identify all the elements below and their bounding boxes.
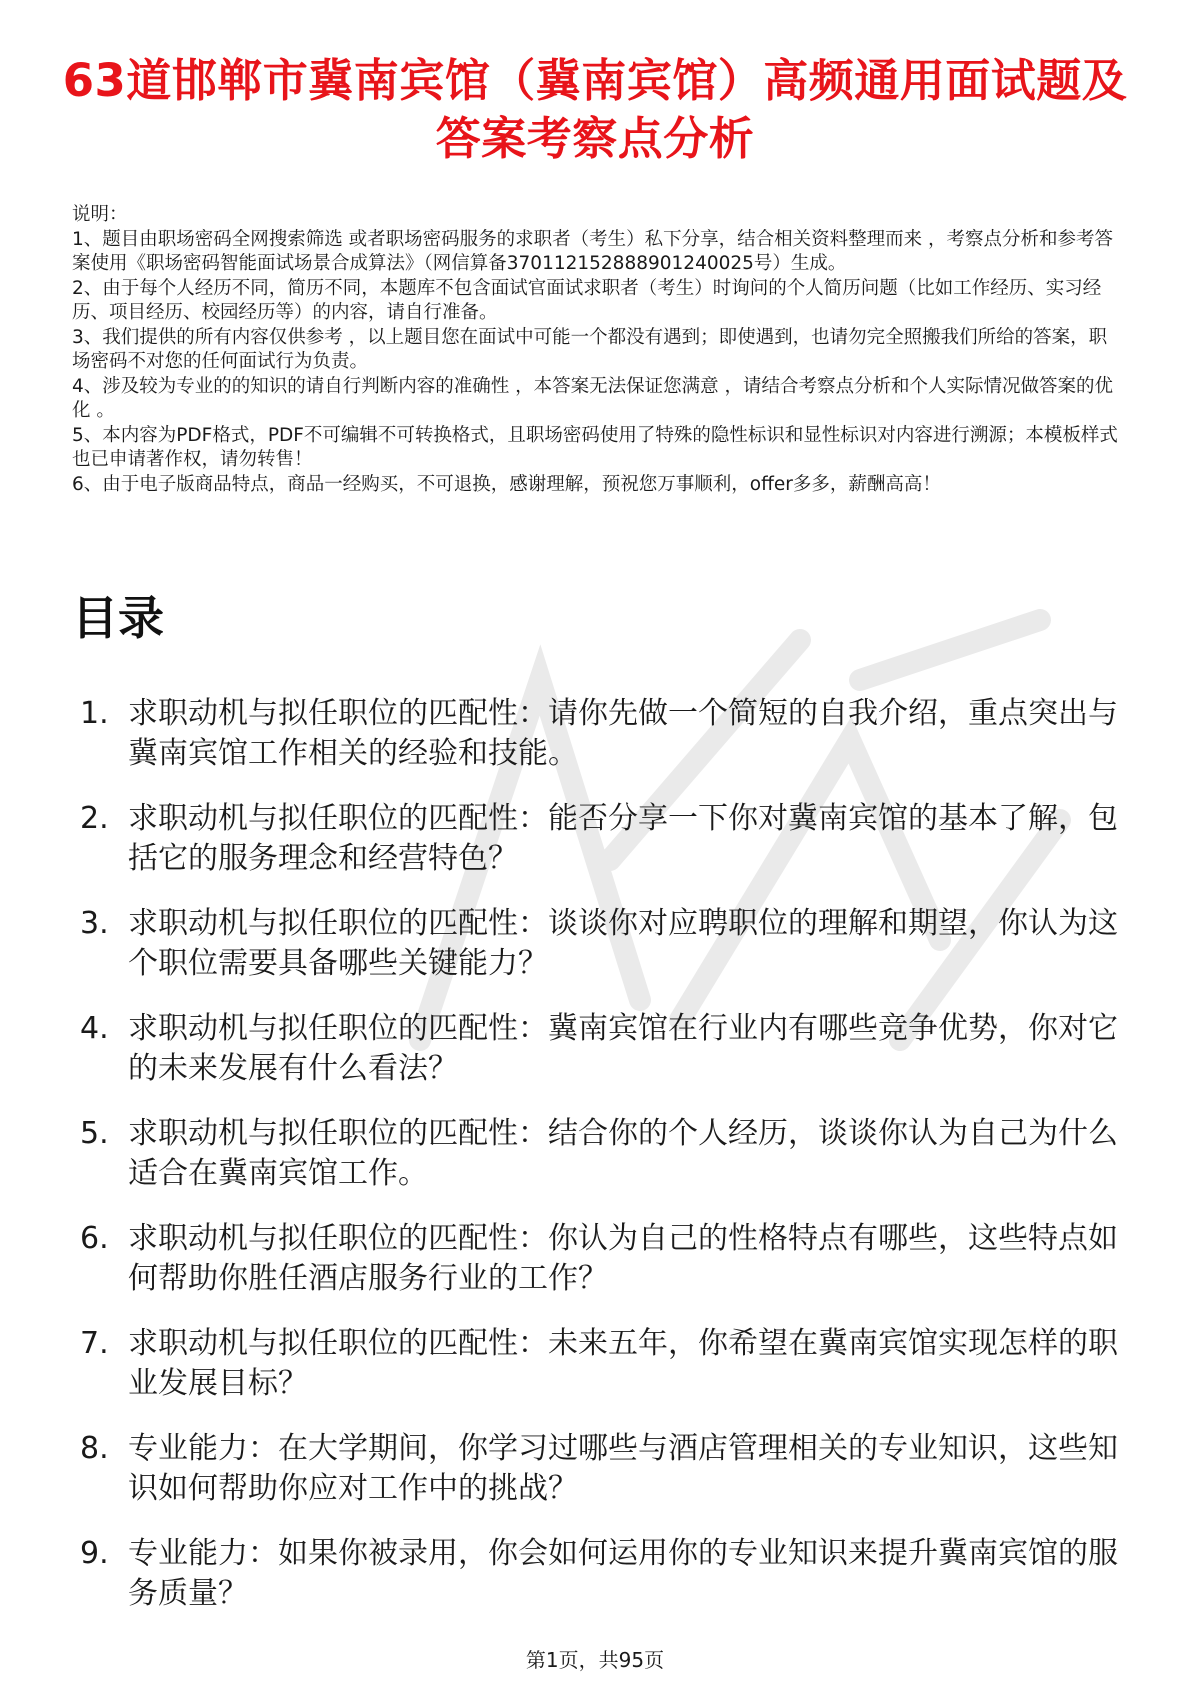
toc-list bbox=[72, 694, 1132, 1639]
note-item: 4、涉及较为专业的的知识的请自行判断内容的准确性 ，本答案无法保证您满意 ，请结合考察点分析和个人实际情况做答案的优化 。 bbox=[72, 375, 1114, 421]
notes-heading: 说明： bbox=[72, 204, 128, 225]
toc-item[interactable] bbox=[72, 1219, 1132, 1299]
toc-item-text: 求职动机与拟任职位的匹配性：你认为自己的性格特点有哪些，这些特点如何帮助你胜任酒店服务行业的工作？ bbox=[128, 1221, 1118, 1296]
toc-item[interactable] bbox=[72, 1009, 1132, 1089]
toc-item-text: 求职动机与拟任职位的匹配性：谈谈你对应聘职位的理解和期望，你认为这个职位需要具备哪些关键能力？ bbox=[128, 906, 1118, 981]
page-footer: 第1页，共95页 bbox=[525, 1648, 665, 1672]
toc-item[interactable] bbox=[72, 1429, 1132, 1509]
toc-item-number: 4. bbox=[80, 1011, 109, 1046]
toc-item[interactable] bbox=[72, 1324, 1132, 1404]
toc-item-number: 5. bbox=[80, 1116, 109, 1151]
note-item: 3、我们提供的所有内容仅供参考 ，以上题目您在面试中可能一个都没有遇到；即使遇到，也请勿完全照搬我们所给的答案，职场密码不对您的任何面试行为负责。 bbox=[72, 326, 1108, 372]
toc-item[interactable] bbox=[72, 799, 1132, 879]
toc-item-text: 专业能力：如果你被录用，你会如何运用你的专业知识来提升冀南宾馆的服务质量？ bbox=[128, 1536, 1118, 1611]
toc-item-number: 6. bbox=[80, 1221, 109, 1256]
toc-item[interactable] bbox=[72, 1534, 1132, 1614]
note-item: 6、由于电子版商品特点，商品一经购买，不可退换，感谢理解，预祝您万事顺利，offer多多，薪酬高高！ bbox=[72, 473, 941, 495]
toc-item-number: 1. bbox=[80, 696, 109, 731]
toc-item-text: 求职动机与拟任职位的匹配性：冀南宾馆在行业内有哪些竞争优势，你对它的未来发展有什么看法？ bbox=[128, 1011, 1118, 1086]
toc-item-number: 9. bbox=[80, 1536, 109, 1571]
toc-item-number: 7. bbox=[80, 1326, 109, 1361]
toc-item[interactable] bbox=[72, 904, 1132, 984]
toc-item-text: 专业能力：在大学期间，你学习过哪些与酒店管理相关的专业知识，这些知识如何帮助你应对工作中的挑战？ bbox=[128, 1431, 1118, 1506]
toc-heading: 目录 bbox=[72, 591, 164, 645]
toc-item-number: 3. bbox=[80, 906, 109, 941]
toc-item-number: 8. bbox=[80, 1431, 109, 1466]
toc-item-text: 求职动机与拟任职位的匹配性：能否分享一下你对冀南宾馆的基本了解，包括它的服务理念和经营特色？ bbox=[128, 801, 1118, 876]
toc-item-number: 2. bbox=[80, 801, 109, 836]
toc-item-text: 求职动机与拟任职位的匹配性：请你先做一个简短的自我介绍，重点突出与冀南宾馆工作相关的经验和技能。 bbox=[128, 696, 1118, 771]
document-title: 63道邯郸市冀南宾馆（冀南宾馆）高频通用面试题及答案考察点分析 bbox=[62, 54, 1128, 165]
note-item: 1、题目由职场密码全网搜索筛选 或者职场密码服务的求职者（考生）私下分享，结合相关资料整理而来 ，考察点分析和参考答案使用《职场密码智能面试场景合成算法》（网信算备370112152888901240025号）生成。 bbox=[72, 228, 1114, 274]
toc-item[interactable] bbox=[72, 694, 1132, 774]
toc-item-text: 求职动机与拟任职位的匹配性：未来五年，你希望在冀南宾馆实现怎样的职业发展目标？ bbox=[128, 1326, 1118, 1401]
toc-item-text: 求职动机与拟任职位的匹配性：结合你的个人经历，谈谈你认为自己为什么适合在冀南宾馆工作。 bbox=[128, 1116, 1118, 1191]
toc-item[interactable] bbox=[72, 1114, 1132, 1194]
note-item: 5、本内容为PDF格式，PDF不可编辑不可转换格式，且职场密码使用了特殊的隐性标识和显性标识对内容进行溯源；本模板样式也已申请著作权，请勿转售！ bbox=[72, 424, 1118, 470]
notes-section bbox=[72, 203, 1122, 497]
note-item: 2、由于每个人经历不同，简历不同，本题库不包含面试官面试求职者（考生）时询问的个人简历问题（比如工作经历、实习经历、项目经历、校园经历等）的内容，请自行准备。 bbox=[72, 277, 1102, 323]
